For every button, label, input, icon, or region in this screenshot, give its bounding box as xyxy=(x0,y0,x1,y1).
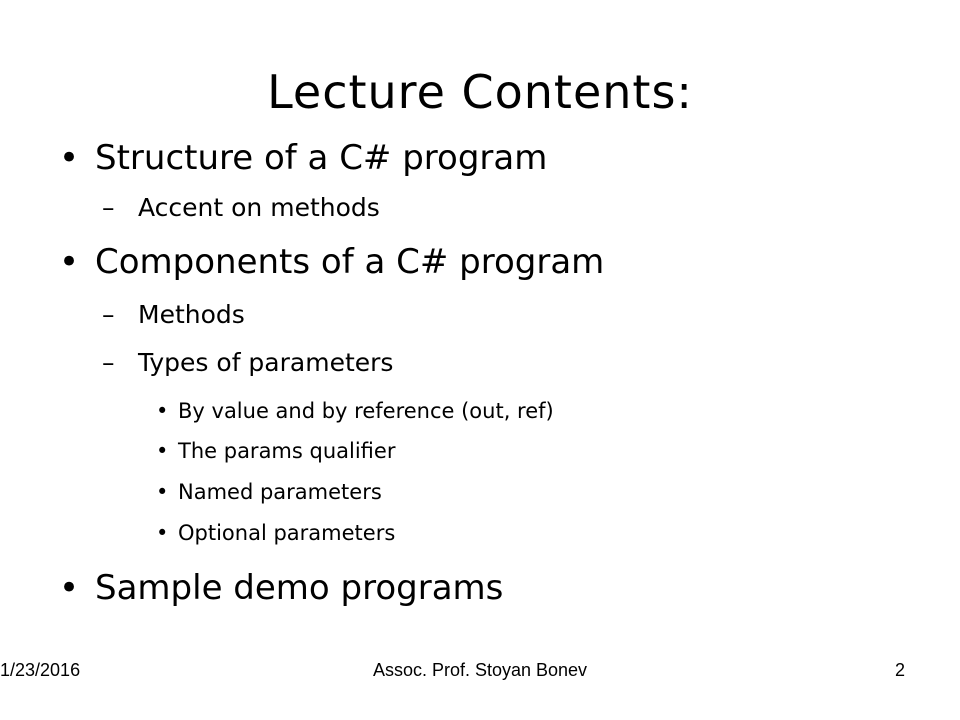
page-number: 2 xyxy=(894,660,905,680)
dash-marker: – xyxy=(102,300,115,329)
list-item xyxy=(156,396,554,426)
slide-title: Lecture Contents: xyxy=(267,65,693,119)
list-item-text: Structure of a C# program xyxy=(95,138,548,178)
list-item-text: Methods xyxy=(138,300,245,329)
bullet-marker: • xyxy=(59,568,80,608)
list-item-text: Accent on methods xyxy=(138,193,380,222)
bullet-marker: • xyxy=(59,138,80,178)
list-item xyxy=(156,518,396,548)
list-item-text: Sample demo programs xyxy=(95,568,504,608)
list-item-text: The params qualifier xyxy=(178,439,396,463)
list-item xyxy=(102,346,394,380)
list-item xyxy=(59,240,605,284)
list-item xyxy=(156,436,396,466)
dash-marker: – xyxy=(102,193,115,222)
list-item-text: Named parameters xyxy=(178,480,382,504)
list-item-text: By value and by reference (out, ref) xyxy=(178,399,554,423)
list-item xyxy=(59,136,548,180)
footer-author: Assoc. Prof. Stoyan Bonev xyxy=(372,660,588,680)
bullet-marker: • xyxy=(59,242,80,282)
list-item-text: Components of a C# program xyxy=(95,242,605,282)
list-item-text: Optional parameters xyxy=(178,521,396,545)
footer-date: 1/23/2016 xyxy=(0,660,81,680)
list-item xyxy=(59,566,504,610)
list-item xyxy=(102,191,380,225)
list-item xyxy=(102,298,245,332)
list-item xyxy=(156,477,382,507)
bullet-marker: • xyxy=(156,399,169,423)
dash-marker: – xyxy=(102,348,115,377)
bullet-marker: • xyxy=(156,480,169,504)
bullet-marker: • xyxy=(156,521,169,545)
list-item-text: Types of parameters xyxy=(138,348,394,377)
bullet-marker: • xyxy=(156,439,169,463)
